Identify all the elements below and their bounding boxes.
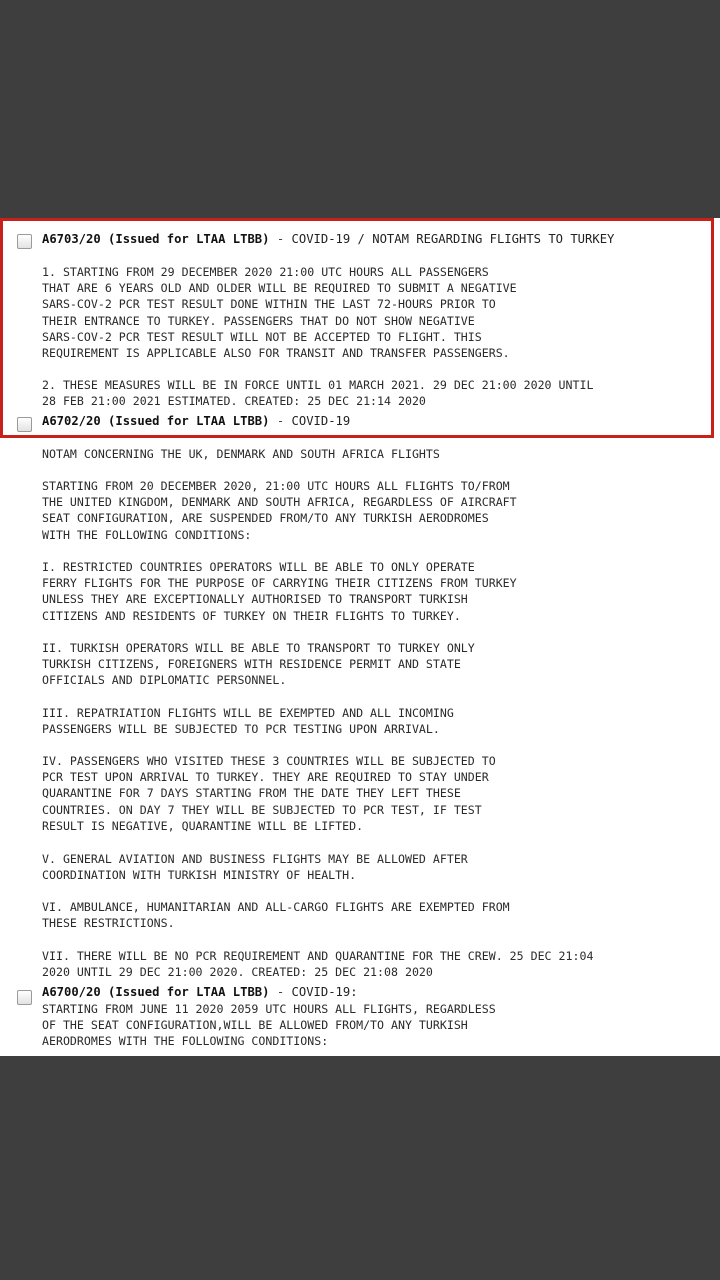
- notam-select-checkbox[interactable]: [17, 234, 32, 249]
- notam-header: [42, 984, 358, 1000]
- notam-paragraph: STARTING FROM JUNE 11 2020 2059 UTC HOURS ALL FLIGHTS, REGARDLESS OF THE SEAT CONFIGURATION,WILL BE ALLOWED FROM/TO ANY TURKISH AERODROMES WITH THE FOLLOWING CONDITIONS:: [42, 1002, 496, 1049]
- notam-paragraph: III. REPATRIATION FLIGHTS WILL BE EXEMPTED AND ALL INCOMING PASSENGERS WILL BE SUBJECTED TO PCR TESTING UPON ARRIVAL.: [42, 706, 454, 737]
- notam-paragraph: STARTING FROM 20 DECEMBER 2020, 21:00 UTC HOURS ALL FLIGHTS TO/FROM THE UNITED KINGDOM, DENMARK AND SOUTH AFRICA, REGARDLESS OF AIRCRAFT SEAT CONFIGURATION, ARE SUSPENDED FROM/TO ANY TURKISH AERODROMES WITH THE FOLLOWING CONDITIONS:: [42, 479, 517, 542]
- notam-paragraph: 2. THESE MEASURES WILL BE IN FORCE UNTIL 01 MARCH 2021. 29 DEC 21:00 2020 UNTIL 28 FEB 21:00 2021 ESTIMATED. CREATED: 25 DEC 21:14 2020: [42, 378, 594, 409]
- notam-paragraph: II. TURKISH OPERATORS WILL BE ABLE TO TRANSPORT TO TURKEY ONLY TURKISH CITIZENS, FOREIGNERS WITH RESIDENCE PERMIT AND STATE OFFICIALS AND DIPLOMATIC PERSONNEL.: [42, 641, 475, 688]
- notam-paragraph: 1. STARTING FROM 29 DECEMBER 2020 21:00 UTC HOURS ALL PASSENGERS THAT ARE 6 YEARS OLD AND OLDER WILL BE REQUIRED TO SUBMIT A NEGATIVE SARS-COV-2 PCR TEST RESULT DONE WITHIN THE LAST 72-HOURS PRIOR TO THEIR ENTRANCE TO TURKEY. PASSENGERS THAT DO NOT SHOW NEGATIVE SARS-COV-2 PCR TEST RESULT WILL NOT BE ACCEPTED TO FLIGHT. THIS REQUIREMENT IS APPLICABLE ALSO FOR TRANSIT AND TRANSFER PASSENGERS.: [42, 265, 517, 361]
- notam-issued-for: (Issued for LTAA LTBB): [108, 414, 270, 428]
- notam-subject: COVID-19: [291, 414, 351, 428]
- notam-select-checkbox[interactable]: [17, 417, 32, 432]
- notam-subject: COVID-19:: [291, 985, 358, 999]
- notam-id: A6700/20: [42, 985, 101, 999]
- notam-select-checkbox[interactable]: [17, 990, 32, 1005]
- notam-issued-for: (Issued for LTAA LTBB): [108, 985, 270, 999]
- notam-separator: -: [276, 232, 285, 246]
- notam-paragraph: VI. AMBULANCE, HUMANITARIAN AND ALL-CARGO FLIGHTS ARE EXEMPTED FROM THESE RESTRICTIONS.: [42, 900, 510, 931]
- notam-paragraph: VII. THERE WILL BE NO PCR REQUIREMENT AND QUARANTINE FOR THE CREW. 25 DEC 21:04 2020 UNTIL 29 DEC 21:00 2020. CREATED: 25 DEC 21:08 2020: [42, 949, 594, 980]
- notam-header: [42, 413, 350, 429]
- notam-paragraph: V. GENERAL AVIATION AND BUSINESS FLIGHTS MAY BE ALLOWED AFTER COORDINATION WITH TURKISH MINISTRY OF HEALTH.: [42, 852, 468, 883]
- notam-id: A6703/20: [42, 232, 101, 246]
- notam-separator: -: [276, 985, 285, 999]
- notam-paragraph: I. RESTRICTED COUNTRIES OPERATORS WILL BE ABLE TO ONLY OPERATE FERRY FLIGHTS FOR THE PURPOSE OF CARRYING THEIR CITIZENS FROM TURKEY UNLESS THEY ARE EXCEPTIONALLY AUTHORISED TO TRANSPORT TURKISH CITIZENS AND RESIDENTS OF TURKEY ON THEIR FLIGHTS TO TURKEY.: [42, 560, 517, 623]
- notam-id: A6702/20: [42, 414, 101, 428]
- notam-header: [42, 231, 614, 247]
- notam-separator: -: [276, 414, 285, 428]
- notam-subject: COVID-19 / NOTAM REGARDING FLIGHTS TO TURKEY: [291, 232, 615, 246]
- notam-issued-for: (Issued for LTAA LTBB): [108, 232, 270, 246]
- notam-paragraph: IV. PASSENGERS WHO VISITED THESE 3 COUNTRIES WILL BE SUBJECTED TO PCR TEST UPON ARRIVAL TO TURKEY. THEY ARE REQUIRED TO STAY UNDER QUARANTINE FOR 7 DAYS STARTING FROM THE DATE THEY LEFT THESE COUNTRIES. ON DAY 7 THEY WILL BE SUBJECTED TO PCR TEST, IF TEST RESULT IS NEGATIVE, QUARANTINE WILL BE LIFTED.: [42, 754, 496, 833]
- notam-paragraph: NOTAM CONCERNING THE UK, DENMARK AND SOUTH AFRICA FLIGHTS: [42, 447, 440, 461]
